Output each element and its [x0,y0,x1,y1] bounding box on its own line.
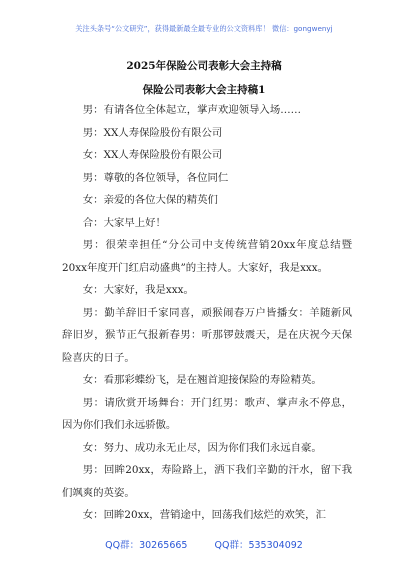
paragraph: 合：大家早上好！ [82,216,166,229]
paragraph: 女：回眸20xx，营销途中，回荡我们炫烂的欢笑，汇 [82,509,326,521]
paragraph: 女：大家好，我是xxx。 [82,284,194,296]
paragraph: 男：XX人寿保险股份有限公司 [82,126,223,139]
document-body [62,99,352,527]
document-subtitle: 保险公司表彰大会主持稿1 [142,84,266,96]
paragraph: 男：请欣赏开场舞台：开门红男：歌声、掌声永不停息，因为你们我们永远骄傲。 [62,396,352,431]
paragraph: 男：很荣幸担任“分公司中支传统营销20xx年度总结暨20xx年度开门红启动盛典”的主持人。大家好，我是xxx。 [62,239,352,274]
footer-qq-group-2: QQ群：535304092 [214,540,303,551]
paragraph: 男：勤羊辞旧千家同喜，顽猴闹春万户皆播女：羊随新风辞旧岁，猴节正气报新春男：听那锣鼓震天，是在庆祝今天保险喜庆的日子。 [62,306,352,364]
header-note: 关注头条号“公文研究”，获得最新最全最专业的公文资料库！ 微信：gongwenyj [75,24,333,33]
paragraph: 男：回眸20xx，寿险路上，洒下我们辛勤的汗水，留下我们飒爽的英姿。 [62,464,352,499]
paragraph: 男：有请各位全体起立，掌声欢迎领导入场…… [82,104,301,116]
paragraph: 男：尊敬的各位领导，各位同仁 [82,171,229,184]
footer-contact [0,537,408,551]
paragraph: 女：XX人寿保险股份有限公司 [82,149,223,161]
document-title: 2025年保险公司表彰大会主持稿 [126,60,282,72]
paragraph: 女：亲爱的各位大保的精英们 [82,194,218,206]
paragraph: 女：努力、成功永无止尽，因为你们我们永远自豪。 [82,441,322,454]
footer-qq-group-1: QQ群：30265665 [105,540,188,551]
paragraph: 女：看那彩蝶纷飞，是在翘首迎接保险的寿险精英。 [82,374,322,386]
